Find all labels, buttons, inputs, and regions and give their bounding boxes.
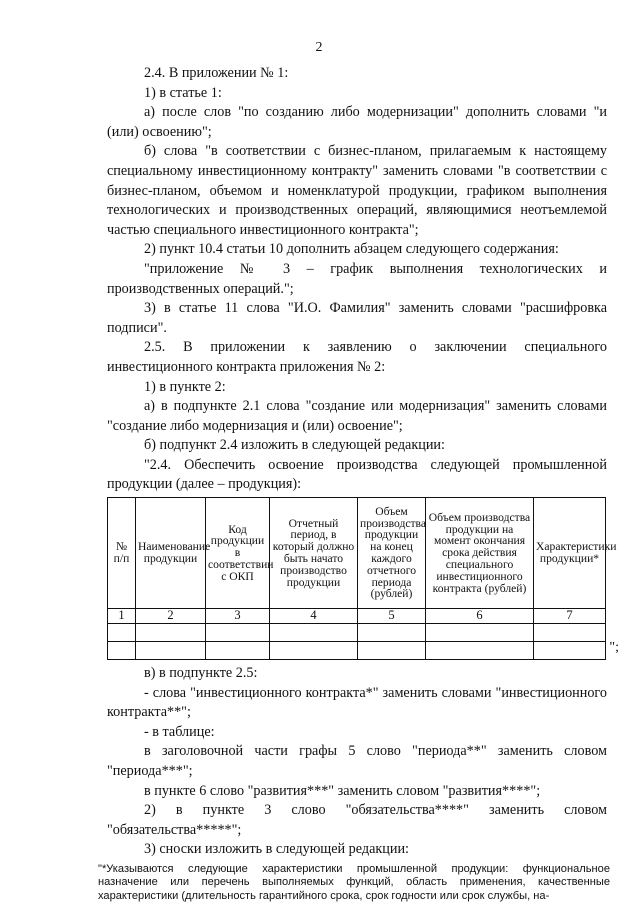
table-cell bbox=[206, 642, 270, 660]
paragraph: 3) сноски изложить в следующей редакции: bbox=[144, 841, 409, 858]
paragraph: 2) пункт 10.4 статьи 10 дополнить абзацем следующего содержания: bbox=[144, 241, 559, 258]
production-table-wrapper bbox=[107, 497, 619, 660]
page-number: 2 bbox=[315, 40, 323, 55]
paragraph: "2.4. Обеспечить освоение производства следующей промышленной продукции (далее – продукция): bbox=[107, 456, 607, 493]
table-cell bbox=[358, 642, 426, 660]
table-cell bbox=[534, 624, 606, 642]
paragraph: а) после слов "по созданию либо модернизации" дополнить словами "и (или) освоению"; bbox=[107, 104, 607, 140]
paragraph: б) подпункт 2.4 изложить в следующей редакции: bbox=[144, 437, 445, 454]
column-header: Характеристики продукции* bbox=[534, 498, 606, 609]
column-number: 2 bbox=[136, 609, 206, 624]
table-cell bbox=[358, 624, 426, 642]
column-number: 3 bbox=[206, 609, 270, 624]
column-number: 6 bbox=[426, 609, 534, 624]
paragraph: в заголовочной части графы 5 слово "периода**" заменить словом "периода***"; bbox=[107, 743, 607, 780]
column-header: Отчетный период, в который должно быть начато производство продукции bbox=[270, 498, 358, 609]
table-cell bbox=[270, 624, 358, 642]
table-row bbox=[108, 642, 606, 660]
column-header: Код продукции в соответствии с ОКП bbox=[206, 498, 270, 609]
paragraph: - в таблице: bbox=[144, 723, 215, 740]
paragraph: а) в подпункте 2.1 слова "создание или модернизация" заменить словами "создание либо модернизация и (или) освоение"; bbox=[107, 398, 607, 434]
table-header-row bbox=[108, 498, 606, 609]
table-cell bbox=[136, 642, 206, 660]
production-table bbox=[107, 497, 617, 660]
column-header: № п/п bbox=[108, 498, 136, 609]
column-header: Наименование продукции bbox=[136, 498, 206, 609]
paragraph: 2.5. В приложении к заявлению о заключении специального инвестиционного контракта приложения № 2: bbox=[107, 339, 607, 375]
paragraph: б) слова "в соответствии с бизнес-планом, прилагаемым к настоящему специальному инвестиционному контракту" заменить словами "в соответствии с бизнес-планом, объемом и номенклатурой продукции, графиком выполнения технологических и производственных операций, являющимися неотъемлемой частью специального инвестиционного контракта"; bbox=[107, 143, 607, 238]
table-closing-quote: "; bbox=[609, 640, 619, 656]
table-row bbox=[108, 624, 606, 642]
table-cell bbox=[534, 642, 606, 660]
column-header: Объем производства продукции на конец каждого отчетного периода (рублей) bbox=[358, 498, 426, 609]
table-cell bbox=[108, 624, 136, 642]
footnote-text: "*Указываются следующие характеристики промышленной продукции: функциональное назначение или перечень выполняемых функций, область применения, качественные характеристики (длительность гарантийного срока, срок годности или срок службы, на- bbox=[98, 863, 610, 902]
table-column-numbers-row bbox=[108, 609, 606, 624]
paragraph: 3) в статье 11 слова "И.О. Фамилия" заменить словами "расшифровка подписи". bbox=[107, 300, 607, 336]
column-header: Объем производства продукции на момент окончания срока действия специального инвестиционного контракта (рублей) bbox=[426, 498, 534, 609]
table-cell bbox=[270, 642, 358, 660]
paragraph: в) в подпункте 2.5: bbox=[144, 665, 258, 682]
paragraph: 2) в пункте 3 слово "обязательства****" заменить словом "обязательства*****"; bbox=[107, 802, 607, 838]
document-body bbox=[98, 64, 619, 903]
column-number: 1 bbox=[108, 609, 136, 624]
table-cell bbox=[426, 624, 534, 642]
paragraph: 2.4. В приложении № 1: bbox=[144, 65, 289, 81]
paragraph: 1) в пункте 2: bbox=[144, 378, 226, 395]
table-cell bbox=[206, 624, 270, 642]
paragraph: "приложение № 3 – график выполнения технологических и производственных операций."; bbox=[107, 260, 607, 297]
column-number: 7 bbox=[534, 609, 606, 624]
paragraph: 1) в статье 1: bbox=[144, 84, 222, 101]
table-cell bbox=[426, 642, 534, 660]
column-number: 5 bbox=[358, 609, 426, 624]
column-number: 4 bbox=[270, 609, 358, 624]
paragraph: - слова "инвестиционного контракта*" заменить словами "инвестиционного контракта**"; bbox=[107, 684, 607, 721]
table-cell bbox=[108, 642, 136, 660]
table-cell bbox=[136, 624, 206, 642]
paragraph: в пункте 6 слово "развития***" заменить словом "развития****"; bbox=[144, 782, 541, 799]
